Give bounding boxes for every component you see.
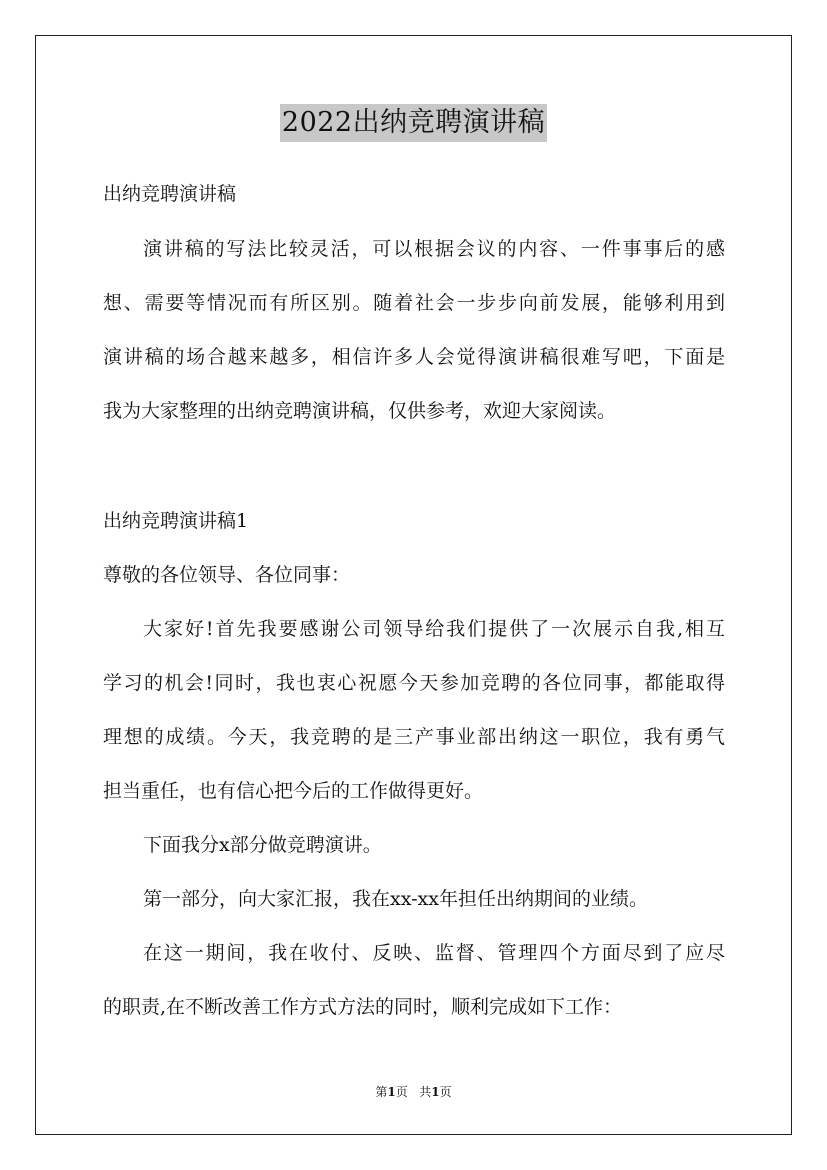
title-container <box>0 104 827 142</box>
para2: 下面我分x部分做竞聘演讲。 <box>143 834 382 856</box>
intro-line-1: 演讲稿的写法比较灵活，可以根据会议的内容、一件事事后的感 <box>143 238 725 260</box>
para4-line-1: 在这一期间，我在收付、反映、监督、管理四个方面尽到了应尽 <box>143 942 725 964</box>
para1-line-4: 担当重任，也有信心把今后的工作做得更好。 <box>103 780 484 802</box>
document-title: 2022出纳竞聘演讲稿 <box>280 104 547 142</box>
intro-line-3: 演讲稿的场合越来越多，相信许多人会觉得演讲稿很难写吧，下面是 <box>103 346 725 368</box>
footer-total-prefix: 共 <box>419 1085 432 1099</box>
intro-line-2: 想、需要等情况而有所区别。随着社会一步步向前发展，能够利用到 <box>103 292 725 314</box>
para1-line-2: 学习的机会!同时，我也衷心祝愿今天参加竞聘的各位同事，都能取得 <box>103 672 725 694</box>
footer-page-prefix: 第 <box>375 1085 388 1099</box>
intro-line-4: 我为大家整理的出纳竞聘演讲稿，仅供参考，欢迎大家阅读。 <box>103 400 617 422</box>
footer-total-number: 1 <box>431 1085 440 1099</box>
para3: 第一部分，向大家汇报，我在xx-xx年担任出纳期间的业绩。 <box>143 888 648 910</box>
section-title: 出纳竞聘演讲稿1 <box>103 510 249 532</box>
page-footer <box>0 1084 827 1100</box>
footer-page-number: 1 <box>387 1085 396 1099</box>
footer-total-suffix: 页 <box>439 1085 452 1099</box>
document-subtitle: 出纳竞聘演讲稿 <box>103 183 237 205</box>
para1-line-3: 理想的成绩。今天，我竞聘的是三产事业部出纳这一职位，我有勇气 <box>103 726 725 748</box>
footer-page-suffix: 页 <box>395 1085 408 1099</box>
salutation: 尊敬的各位领导、各位同事： <box>103 564 351 586</box>
para4-line-2: 的职责,在不断改善工作方式方法的同时，顺利完成如下工作： <box>103 996 623 1018</box>
para1-line-1: 大家好!首先我要感谢公司领导给我们提供了一次展示自我,相互 <box>143 618 725 640</box>
